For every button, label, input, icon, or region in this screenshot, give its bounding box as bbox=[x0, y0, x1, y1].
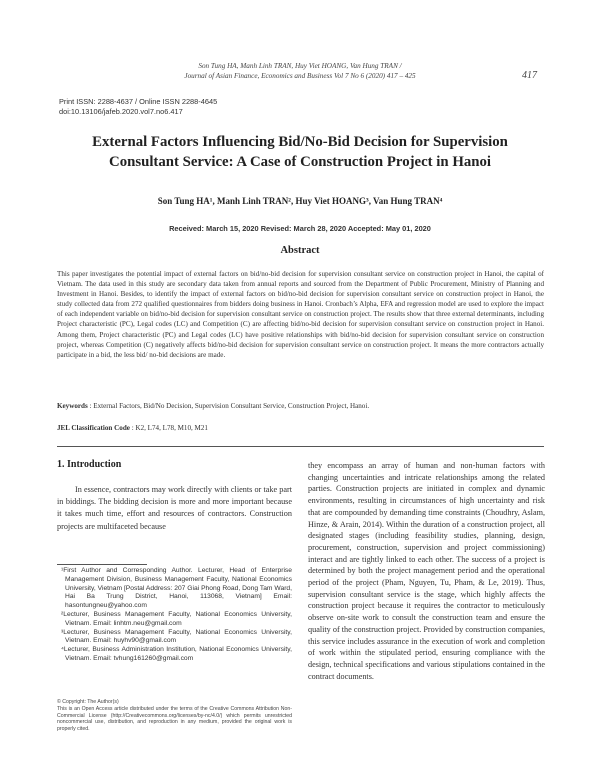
footnote-2: ²Lecturer, Business Management Faculty, National Economics University, Vietnam. Email: linhtm.neu@gmail.com bbox=[61, 610, 292, 627]
footnote-1: ¹First Author and Corresponding Author. Lecturer, Head of Enterprise Management Division, Business Management Faculty, National Economics University, Vietnam [Postal Address: 207 Giai Phong Road, Dong Tam Ward, Hai Ba Trung District, Hanoi, 113068, Vietnam] Email: hasontungneu@yahoo.com bbox=[61, 567, 292, 610]
keywords-text: : External Factors, Bid/No Decision, Supervision Consultant Service, Construction Project, Hanoi. bbox=[87, 402, 370, 410]
section-divider bbox=[57, 446, 544, 447]
copyright-notice bbox=[57, 699, 292, 733]
title-line-1: External Factors Influencing Bid/No-Bid Decision for Supervision bbox=[92, 134, 508, 150]
issn-line: Print ISSN: 2288-4637 / Online ISSN 2288-4645 bbox=[59, 97, 218, 106]
abstract-heading: Abstract bbox=[280, 245, 320, 256]
running-header-authors: Son Tung HA, Manh Linh TRAN, Huy Viet HOANG, Van Hung TRAN / bbox=[198, 62, 402, 70]
section-heading-introduction: 1. Introduction bbox=[57, 459, 122, 470]
jel-codes bbox=[57, 424, 544, 432]
license-text: This is an Open Access article distributed under the terms of the Creative Commons Attribution Non-Commercial License (http://Creativecommons.org/licenses/by-nc/4.0/) which permits unrestricted noncommercial use, distribution, and reproduction in any medium, provided the original work is properly cited. bbox=[57, 705, 292, 733]
footnote-rule bbox=[57, 564, 147, 565]
jel-text: : K2, L74, L78, M10, M21 bbox=[131, 424, 208, 432]
footnote-4: ⁴Lecturer, Business Administration Institution, National Economics University, Vietnam. Email: tvhung161260@gmail.com bbox=[61, 646, 292, 662]
submission-dates: Received: March 15, 2020 Revised: March 28, 2020 Accepted: May 01, 2020 bbox=[169, 224, 431, 233]
keywords bbox=[57, 402, 544, 410]
running-header-journal: Journal of Asian Finance, Economics and Business Vol 7 No 6 (2020) 417 – 425 bbox=[184, 72, 416, 80]
intro-paragraph-right: they encompass an array of human and non-human factors with changing uncertainties and intricate relationships among the related parties. Construction projects are initiated in complex and dynamic environments, resulting in circumstances of high uncertainty and risk that are compounded by demanding time constraints (Choudhry, Aslam, Hinze, & Arain, 2014). Within the duration of a construction project, all designated stages (including feasibility studies, planning, design, procurement, construction, supervision and project commissioning) interact and are tightly linked to each other. The success of a project is determined by both the project management period and the operational period of the project (Pham, Nguyen, Tu, Pham, & Le, 2019). Thus, supervision consultant service is the stage, which highly affects the construction project because it requires the contractor to meticulously observe on-site work to consult the construction team and ensure the quality of the construction project. Provided by construction companies, this service includes assurance in the execution of work and completion of work within the stipulated period, ensuring compliance with the design, technical specifications and various stipulations contained in the contract documents. bbox=[308, 461, 545, 681]
paper-title bbox=[60, 132, 540, 172]
author-list: Son Tung HA¹, Manh Linh TRAN², Huy Viet HOANG³, Van Hung TRAN⁴ bbox=[157, 196, 443, 206]
copyright-line: © Copyright: The Author(s) bbox=[57, 699, 119, 705]
footnotes bbox=[57, 564, 292, 664]
page-number: 417 bbox=[522, 70, 537, 81]
keywords-label: Keywords bbox=[57, 402, 88, 410]
title-line-2: Consultant Service: A Case of Construction Project in Hanoi bbox=[109, 154, 491, 170]
footnote-3: ³Lecturer, Business Management Faculty, National Economics University, Vietnam. Email: huyhv90@gmail.com bbox=[61, 628, 292, 645]
intro-paragraph-left: In essence, contractors may work directly with clients or take part in biddings. The bidding decision is more and more important because it takes much time, effort and resources of contractors. Construction projects are multifaceted because bbox=[57, 485, 292, 531]
abstract-body: This paper investigates the potential impact of external factors on bid/no-bid decision for supervision consultant service on construction project in Hanoi, the capital of Vietnam. The data used in this study are secondary data taken from annual reports and sourced from the Department of Public Procurement, Ministry of Planning and Investment in Hanoi. Besides, to identify the impact of external factors on bid/no-bid decision for supervision consultant service on construction project in Hanoi, the study collected data from 272 qualified questionnaires from bidders doing business in Hanoi. Cronbach’s Alpha, EFA and regression model are used to explore the impact of each independent variable on bid/no-bid decision for supervision consultant service on construction project. The results show that three external determinants, including Project characteristic (PC), Legal codes (LC) and Competition (C) are affecting bid/no-bid decision for supervision consultant service on construction project in Hanoi. Among them, Project characteristic (PC) and Legal codes (LC) have positive relationships with bid/no-bid decision for supervision consultant service on construction project, whereas Competition (C) negatively affects bid/no-bid decision for supervision consultant service on construction project. It means the more contractors actually participate in a bid, the less bid/ no-bid decisions are made. bbox=[57, 270, 544, 359]
jel-label: JEL Classification Code bbox=[57, 424, 130, 432]
doi-line: doi:10.13106/jafeb.2020.vol7.no6.417 bbox=[59, 107, 183, 116]
issn-block bbox=[59, 97, 217, 117]
